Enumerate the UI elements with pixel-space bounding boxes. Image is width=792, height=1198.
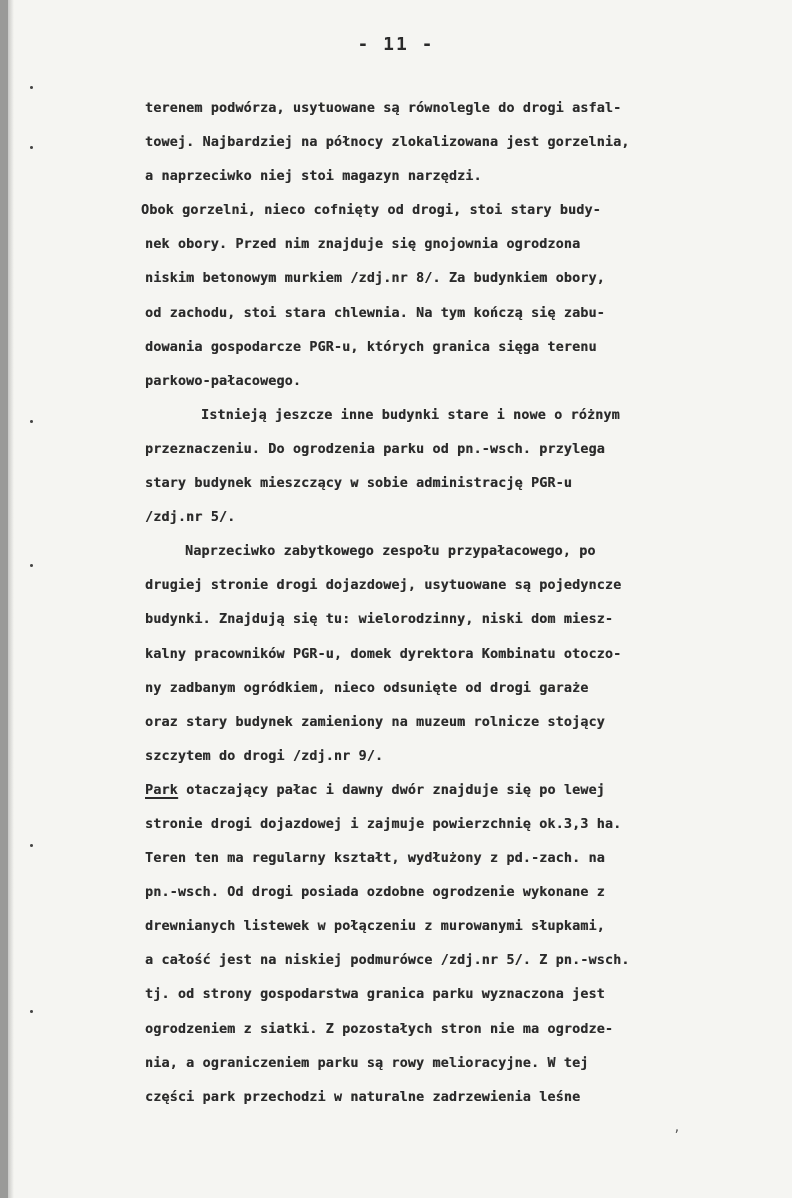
text-line-content: towej. Najbardziej na północy zlokalizowana jest gorzelnia, bbox=[145, 135, 630, 151]
text-line-content: /zdj.nr 5/. bbox=[145, 510, 236, 526]
text-line bbox=[145, 569, 785, 603]
text-line bbox=[145, 433, 785, 467]
text-line-content: drewnianych listewek w połączeniu z murowanymi słupkami, bbox=[145, 919, 605, 935]
text-line bbox=[145, 672, 785, 706]
scan-edge-shadow bbox=[8, 0, 14, 1198]
text-line-content: niskim betonowym murkiem /zdj.nr 8/. Za budynkiem obory, bbox=[145, 271, 605, 287]
text-line bbox=[145, 603, 785, 637]
text-line-content: nek obory. Przed nim znajduje się gnojownia ogrodzona bbox=[145, 237, 581, 253]
text-line bbox=[145, 160, 785, 194]
page-number: - 11 - bbox=[357, 34, 435, 55]
margin-mark bbox=[30, 564, 33, 567]
text-line bbox=[145, 910, 785, 944]
text-line-content: kalny pracowników PGR-u, domek dyrektora Kombinatu otoczo- bbox=[145, 646, 622, 662]
text-line-content: części park przechodzi w naturalne zadrzewienia leśne bbox=[145, 1089, 581, 1105]
text-line-content: budynki. Znajdują się tu: wielorodzinny, niski dom miesz- bbox=[145, 612, 614, 628]
margin-mark bbox=[30, 86, 33, 89]
margin-mark bbox=[30, 420, 33, 423]
text-line-content: przeznaczeniu. Do ogrodzenia parku od pn.-wsch. przylega bbox=[145, 441, 605, 457]
text-line bbox=[145, 92, 785, 126]
text-line bbox=[145, 1081, 785, 1115]
text-line-content: a naprzeciwko niej stoi magazyn narzędzi. bbox=[145, 169, 482, 185]
text-line bbox=[145, 842, 785, 876]
text-line bbox=[145, 638, 785, 672]
text-line bbox=[145, 126, 785, 160]
text-line-content: otaczający pałac i dawny dwór znajduje się po lewej bbox=[177, 782, 605, 798]
text-line-content: Istnieją jeszcze inne budynki stare i nowe o różnym bbox=[201, 407, 620, 423]
margin-mark bbox=[30, 1010, 33, 1013]
text-line bbox=[145, 262, 785, 296]
text-line bbox=[145, 808, 785, 842]
text-line-content: stronie drogi dojazdowej i zajmuje powierzchnię ok.3,3 ha. bbox=[145, 816, 622, 832]
text-line bbox=[145, 467, 785, 501]
text-line bbox=[141, 194, 785, 228]
text-line bbox=[145, 740, 785, 774]
text-line-content: ogrodzeniem z siatki. Z pozostałych stron nie ma ogrodze- bbox=[145, 1021, 614, 1037]
text-line bbox=[185, 535, 785, 569]
text-line-content: Naprzeciwko zabytkowego zespołu przypałacowego, po bbox=[185, 544, 596, 560]
text-line-content: pn.-wsch. Od drogi posiada ozdobne ogrodzenie wykonane z bbox=[145, 885, 605, 901]
text-line-content: a całość jest na niskiej podmurówce /zdj.nr 5/. Z pn.-wsch. bbox=[145, 953, 630, 969]
text-line-content: oraz stary budynek zamieniony na muzeum rolnicze stojący bbox=[145, 714, 605, 730]
text-line bbox=[145, 331, 785, 365]
stray-mark: ʼ bbox=[673, 1128, 681, 1142]
text-line-content: terenem podwórza, usytuowane są równolegle do drogi asfal- bbox=[145, 101, 622, 116]
text-line-content: dowania gospodarcze PGR-u, których granica sięga terenu bbox=[145, 339, 597, 355]
scan-edge bbox=[0, 0, 8, 1198]
text-line bbox=[145, 1047, 785, 1081]
text-line bbox=[201, 399, 785, 433]
text-line-content: drugiej stronie drogi dojazdowej, usytuowane są pojedyncze bbox=[145, 578, 622, 594]
text-line bbox=[145, 876, 785, 910]
margin-mark bbox=[30, 844, 33, 847]
text-line bbox=[145, 228, 785, 262]
text-line-content: Obok gorzelni, nieco cofnięty od drogi, stoi stary budy- bbox=[141, 203, 601, 219]
text-line bbox=[145, 1013, 785, 1047]
text-line-content: parkowo-pałacowego. bbox=[145, 373, 302, 389]
text-line bbox=[145, 706, 785, 740]
text-line-content: szczytem do drogi /zdj.nr 9/. bbox=[145, 748, 384, 764]
text-line-content: stary budynek mieszczący w sobie administrację PGR-u bbox=[145, 476, 573, 492]
text-line bbox=[145, 297, 785, 331]
text-line bbox=[145, 774, 785, 808]
text-line-content: od zachodu, stoi stara chlewnia. Na tym kończą się zabu- bbox=[145, 305, 605, 321]
text-line bbox=[145, 501, 785, 535]
margin-mark bbox=[30, 146, 33, 149]
section-heading-park: Park bbox=[145, 782, 178, 798]
text-line-content: tj. od strony gospodarstwa granica parku wyznaczona jest bbox=[145, 987, 605, 1003]
text-line-content: ny zadbanym ogródkiem, nieco odsunięte od drogi garaże bbox=[145, 680, 589, 696]
text-line bbox=[145, 944, 785, 978]
typed-text-body bbox=[141, 92, 785, 1115]
text-line bbox=[145, 365, 785, 399]
text-line-content: nia, a ograniczeniem parku są rowy melioracyjne. W tej bbox=[145, 1055, 589, 1071]
text-line bbox=[145, 978, 785, 1012]
text-line-content: Teren ten ma regularny kształt, wydłużony z pd.-zach. na bbox=[145, 851, 605, 867]
